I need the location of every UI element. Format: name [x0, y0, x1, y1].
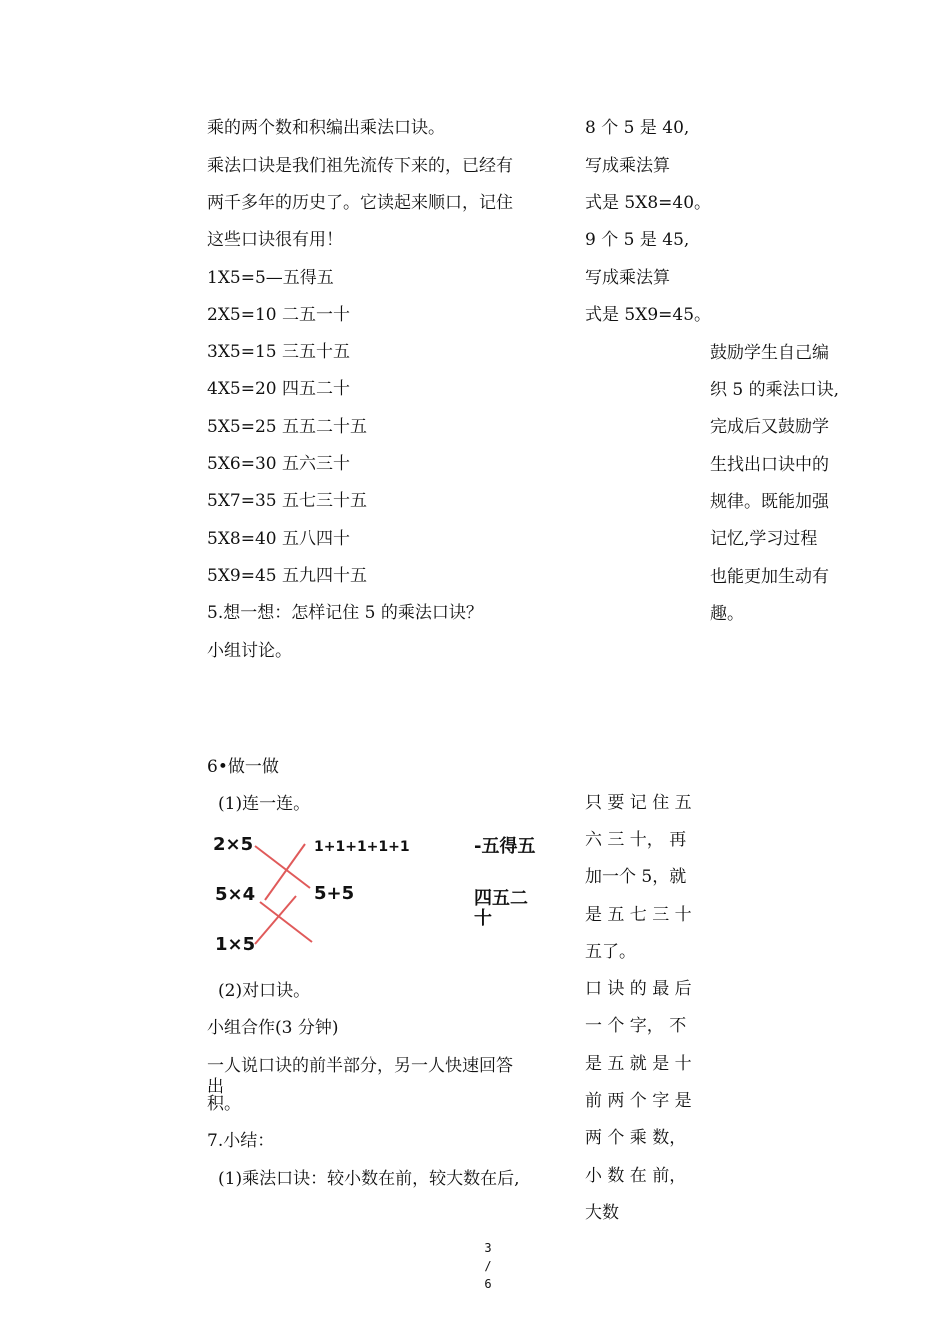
match-left-item: 2×5: [213, 834, 254, 855]
text-line: 两 个 乘 数，: [585, 1128, 687, 1148]
match-mid-item: 1+1+1+1+1: [314, 839, 410, 855]
match-left-item: 5×4: [215, 884, 256, 905]
page-total: 6: [484, 1277, 492, 1291]
text-line: 一人说口诀的前半部分，另一人快速回答: [207, 1056, 513, 1076]
text-line: 式是 5X8=40。: [585, 193, 712, 213]
text-line: 是 五 就 是 十: [585, 1054, 692, 1074]
text-line: 大数: [585, 1203, 619, 1223]
text-line: 小 数 在 前，: [585, 1166, 687, 1186]
match-right-item: 十: [474, 908, 492, 929]
text-line: 六 三 十， 再: [585, 830, 687, 850]
text-line: 9 个 5 是 45,: [585, 230, 690, 250]
page-current: 3: [484, 1241, 492, 1255]
text-line: 这些口诀很有用！: [207, 230, 343, 250]
formula-line: 3X5=15 三五十五: [207, 342, 351, 362]
text-line: 是 五 七 三 十: [585, 905, 692, 925]
text-line: 小组合作(3 分钟): [207, 1018, 339, 1038]
text-line: 写成乘法算: [585, 268, 670, 288]
text-line: 出: [207, 1077, 224, 1097]
question-label: (1)连一连。: [218, 794, 311, 814]
question-label: (2)对口诀。: [218, 981, 311, 1001]
text-line: 口 诀 的 最 后: [585, 979, 692, 999]
text-line: 规律。既能加强: [710, 492, 829, 512]
text-line: 只 要 记 住 五: [585, 793, 692, 813]
text-line: 加一个 5，就: [585, 867, 687, 887]
page-separator: /: [484, 1259, 492, 1273]
text-line: 乘法口诀是我们祖先流传下来的，已经有: [207, 156, 513, 176]
text-line: (1)乘法口诀：较小数在前，较大数在后,: [218, 1169, 520, 1189]
match-line: [265, 844, 305, 900]
section-title: 7.小结：: [207, 1131, 275, 1151]
formula-line: 1X5=5—五得五: [207, 268, 334, 288]
text-line: 五了。: [585, 942, 636, 962]
text-line: 生找出口诀中的: [710, 455, 829, 475]
text-line: 鼓励学生自己编: [710, 343, 829, 363]
formula-line: 5X5=25 五五二十五: [207, 417, 368, 437]
formula-line: 5X6=30 五六三十: [207, 454, 351, 474]
text-line: 积。: [207, 1094, 241, 1114]
text-line: 8 个 5 是 40,: [585, 118, 690, 138]
text-line: 也能更加生动有: [710, 567, 829, 587]
text-line: 完成后又鼓励学: [710, 417, 829, 437]
match-mid-item: 5+5: [314, 883, 355, 904]
text-line: 乘的两个数和积编出乘法口诀。: [207, 118, 445, 138]
text-line: 前 两 个 字 是: [585, 1091, 692, 1111]
section-title: 6•做一做: [207, 757, 279, 777]
formula-line: 2X5=10 二五一十: [207, 305, 351, 325]
formula-line: 5X8=40 五八四十: [207, 529, 351, 549]
text-line: 织 5 的乘法口诀,: [710, 380, 840, 400]
text-line: 记忆,学习过程: [710, 529, 818, 549]
match-right-item: -五得五: [474, 836, 536, 857]
text-line: 式是 5X9=45。: [585, 305, 712, 325]
matching-exercise: [200, 826, 560, 961]
text-line: 写成乘法算: [585, 156, 670, 176]
match-right-item: 四五二: [474, 888, 528, 909]
text-line: 一 个 字， 不: [585, 1016, 687, 1036]
text-line: 5.想一想：怎样记住 5 的乘法口诀？: [207, 603, 483, 623]
formula-line: 4X5=20 四五二十: [207, 379, 351, 399]
text-line: 小组讨论。: [207, 641, 292, 661]
text-line: 两千多年的历史了。它读起来顺口，记住: [207, 193, 513, 213]
formula-line: 5X9=45 五九四十五: [207, 566, 368, 586]
match-left-item: 1×5: [215, 934, 256, 955]
match-line: [255, 846, 310, 888]
formula-line: 5X7=35 五七三十五: [207, 491, 368, 511]
text-line: 趣。: [710, 604, 744, 624]
